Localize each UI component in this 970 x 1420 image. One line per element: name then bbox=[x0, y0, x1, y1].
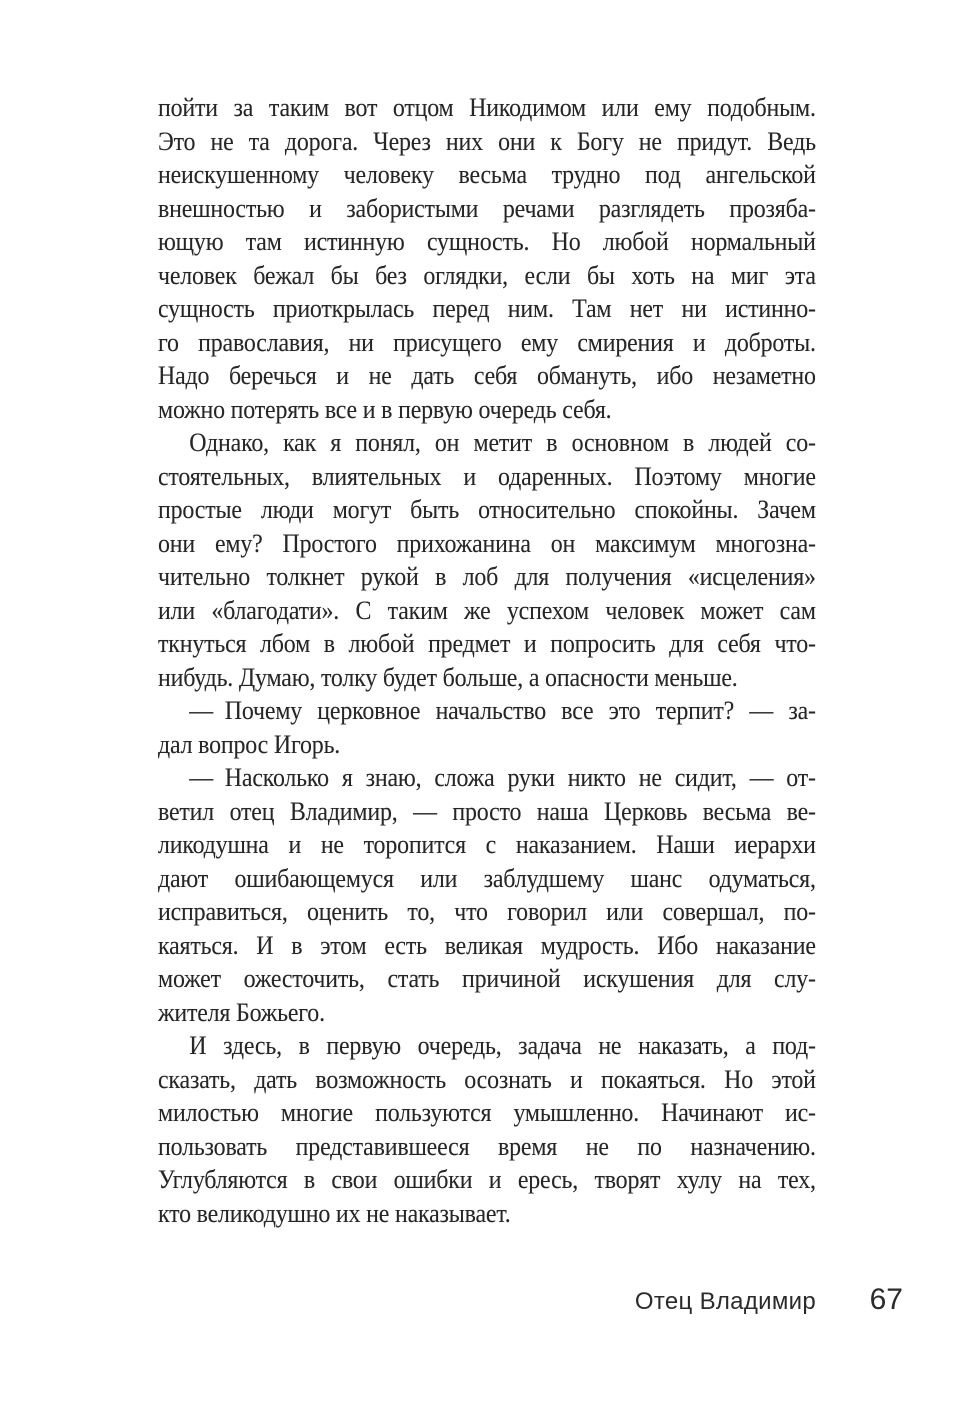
text-line: дают ошибающемуся или заблудшему шанс одуматься, bbox=[158, 863, 816, 893]
text-line: стоятельных, влиятельных и одаренных. Поэтому многие bbox=[158, 461, 816, 491]
text-line: нибудь. Думаю, толку будет больше, а опасности меньше. bbox=[158, 662, 738, 692]
text-line: Это не та дорога. Через них они к Богу не придут. Ведь bbox=[158, 126, 816, 156]
text-line: внешностью и забористыми речами разглядеть прозяба- bbox=[158, 193, 816, 223]
text-line: ликодушна и не торопится с наказанием. Наши иерархи bbox=[158, 830, 816, 859]
text-line: неискушенному человеку весьма трудно под ангельской bbox=[158, 160, 816, 189]
text-line: кто великодушно их не наказывает. bbox=[158, 1198, 511, 1228]
text-line: можно потерять все и в первую очередь себя. bbox=[158, 394, 612, 424]
paragraph bbox=[158, 694, 816, 761]
text-line: Однако, как я понял, он метит в основном в людей со- bbox=[189, 428, 816, 457]
text-line: может ожесточить, стать причиной искушения для слу- bbox=[158, 964, 816, 993]
paragraph bbox=[158, 1029, 816, 1230]
text-line: И здесь, в первую очередь, задача не наказать, а под- bbox=[189, 1031, 816, 1060]
text-line: Углубляются в свои ошибки и ересь, творят хулу на тех, bbox=[158, 1165, 816, 1194]
text-line: го православия, ни присущего ему смирения и доброты. bbox=[158, 327, 816, 357]
text-line: пользовать представившееся время не по назначению. bbox=[158, 1131, 816, 1161]
text-line: — Насколько я знаю, сложа руки никто не сидит, — от- bbox=[189, 763, 816, 792]
text-line: каяться. И в этом есть великая мудрость. Ибо наказание bbox=[158, 930, 816, 960]
text-line: пойти за таким вот отцом Никодимом или ему подобным. bbox=[158, 93, 816, 122]
page-footer bbox=[158, 1283, 903, 1317]
text-line: или «благодати». С таким же успехом человек может сам bbox=[158, 595, 816, 625]
text-line: — Почему церковное начальство все это терпит? — за- bbox=[189, 696, 816, 725]
page-number: 67 bbox=[869, 1283, 903, 1316]
text-line: ветил отец Владимир, — просто наша Церковь весьма ве- bbox=[158, 796, 816, 826]
text-line: человек бежал бы без оглядки, если бы хоть на миг эта bbox=[158, 260, 816, 290]
text-line: сущность приоткрылась перед ним. Там нет ни истинно- bbox=[158, 294, 816, 323]
text-line: чительно толкнет рукой в лоб для получения «исцеления» bbox=[158, 562, 816, 591]
text-line: дал вопрос Игорь. bbox=[158, 729, 341, 759]
text-line: Надо беречься и не дать себя обмануть, ибо незаметно bbox=[158, 361, 816, 390]
paragraph bbox=[158, 426, 816, 694]
text-line: жителя Божьего. bbox=[158, 997, 325, 1027]
running-title: Отец Владимир bbox=[634, 1288, 816, 1315]
text-line: простые люди могут быть относительно спокойны. Зачем bbox=[158, 495, 816, 524]
paragraph bbox=[158, 91, 816, 426]
text-line: они ему? Простого прихожанина он максимум многозна- bbox=[158, 528, 816, 558]
text-line: милостью многие пользуются умышленно. Начинают ис- bbox=[158, 1098, 816, 1127]
text-line: сказать, дать возможность осознать и покаяться. Но этой bbox=[158, 1064, 816, 1094]
text-line: ющую там истинную сущность. Но любой нормальный bbox=[158, 227, 816, 256]
text-line: исправиться, оценить то, что говорил или совершал, по- bbox=[158, 897, 816, 926]
paragraph bbox=[158, 761, 816, 1029]
text-line: ткнуться лбом в любой предмет и попросить для себя что- bbox=[158, 629, 816, 658]
body-text bbox=[158, 91, 816, 1230]
